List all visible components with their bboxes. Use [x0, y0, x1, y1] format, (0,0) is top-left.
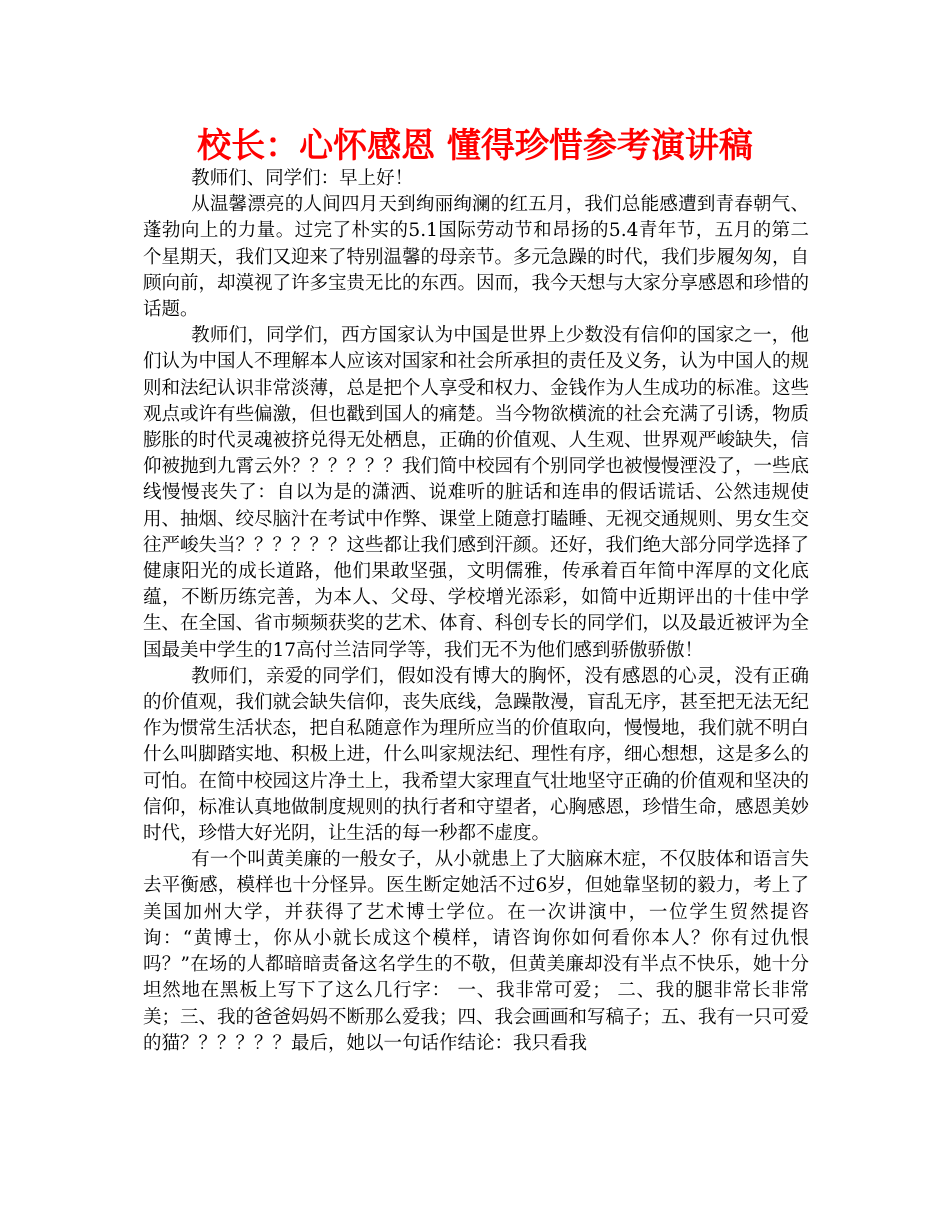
- page-title: 校长：心怀感恩 懂得珍惜参考演讲稿: [197, 126, 753, 166]
- paragraph-1: 从温馨漂亮的人间四月天到绚丽绚澜的红五月，我们总能感遭到青春朝气、蓬勃向上的力量。过完了朴实的5.1国际劳动节和昂扬的5.4青年节，五月的第二个星期天，我们又迎来了特别温馨的母亲节。多元急躁的时代，我们步履匆匆，自顾向前，却漠视了许多宝贵无比的东西。因而，我今天想与大家分享感恩和珍惜的话题。: [143, 194, 810, 321]
- paragraph-3: 教师们，亲爱的同学们，假如没有博大的胸怀，没有感恩的心灵，没有正确的价值观，我们就会缺失信仰，丧失底线，急躁散漫，盲乱无序，甚至把无法无纪作为惯常生活状态，把自私随意作为理所应当的价值取向，慢慢地，我们就不明白什么叫脚踏实地、积极上进，什么叫家规法纪、理性有序，细心想想，这是多么的可怕。在简中校园这片净土上，我希望大家理直气壮地坚守正确的价值观和坚决的信仰，标准认真地做制度规则的执行者和守望者，心胸感恩，珍惜生命，感恩美妙时代，珍惜大好光阴，让生活的每一秒都不虚度。: [143, 665, 810, 845]
- paragraph-4: 有一个叫黄美廉的一般女子，从小就患上了大脑麻木症，不仅肢体和语言失去平衡感，模样也十分怪异。医生断定她活不过6岁，但她靠坚韧的毅力，考上了美国加州大学，并获得了艺术博士学位。在一次讲演中，一位学生贸然提咨询：“黄博士，你从小就长成这个模样，请咨询你如何看你本人？你有过仇恨吗？”在场的人都暗暗责备这名学生的不敬，但黄美廉却没有半点不快乐，她十分坦然地在黑板上写下了这么几行字： 一、我非常可爱； 二、我的腿非常长非常美；三、我的爸爸妈妈不断那么爱我；四、我会画画和写稿子；五、我有一只可爱的猫？？？？？？最后，她以一句话作结论：我只看我: [143, 849, 810, 1054]
- greeting-paragraph: 教师们、同学们：早上好！: [191, 168, 414, 189]
- document-body: [143, 166, 809, 1057]
- paragraph-2: 教师们，同学们，西方国家认为中国是世界上少数没有信仰的国家之一，他们认为中国人不理解本人应该对国家和社会所承担的责任及义务，认为中国人的规则和法纪认识非常淡薄，总是把个人享受和权力、金钱作为人生成功的标准。这些观点或许有些偏激，但也戳到国人的痛楚。当今物欲横流的社会充满了引诱，物质膨胀的时代灵魂被挤兑得无处栖息，正确的价值观、人生观、世界观严峻缺失，信仰被抛到九霄云外？？？？？？我们简中校园有个别同学也被慢慢湮没了，一些底线慢慢丧失了：自以为是的潇洒、说难听的脏话和连串的假话谎话、公然违规使用、抽烟、绞尽脑汁在考试中作弊、课堂上随意打瞌睡、无视交通规则、男女生交往严峻失当？？？？？？这些都让我们感到汗颜。还好，我们绝大部分同学选择了健康阳光的成长道路，他们果敢坚强，文明儒雅，传承着百年简中浑厚的文化底蕴，不断历练完善，为本人、父母、学校增光添彩，如简中近期评出的十佳中学生、在全国、省市频频获奖的艺术、体育、科创专长的同学们，以及最近被评为全国最美中学生的17高付兰洁同学等，我们无不为他们感到骄傲骄傲！: [143, 325, 810, 661]
